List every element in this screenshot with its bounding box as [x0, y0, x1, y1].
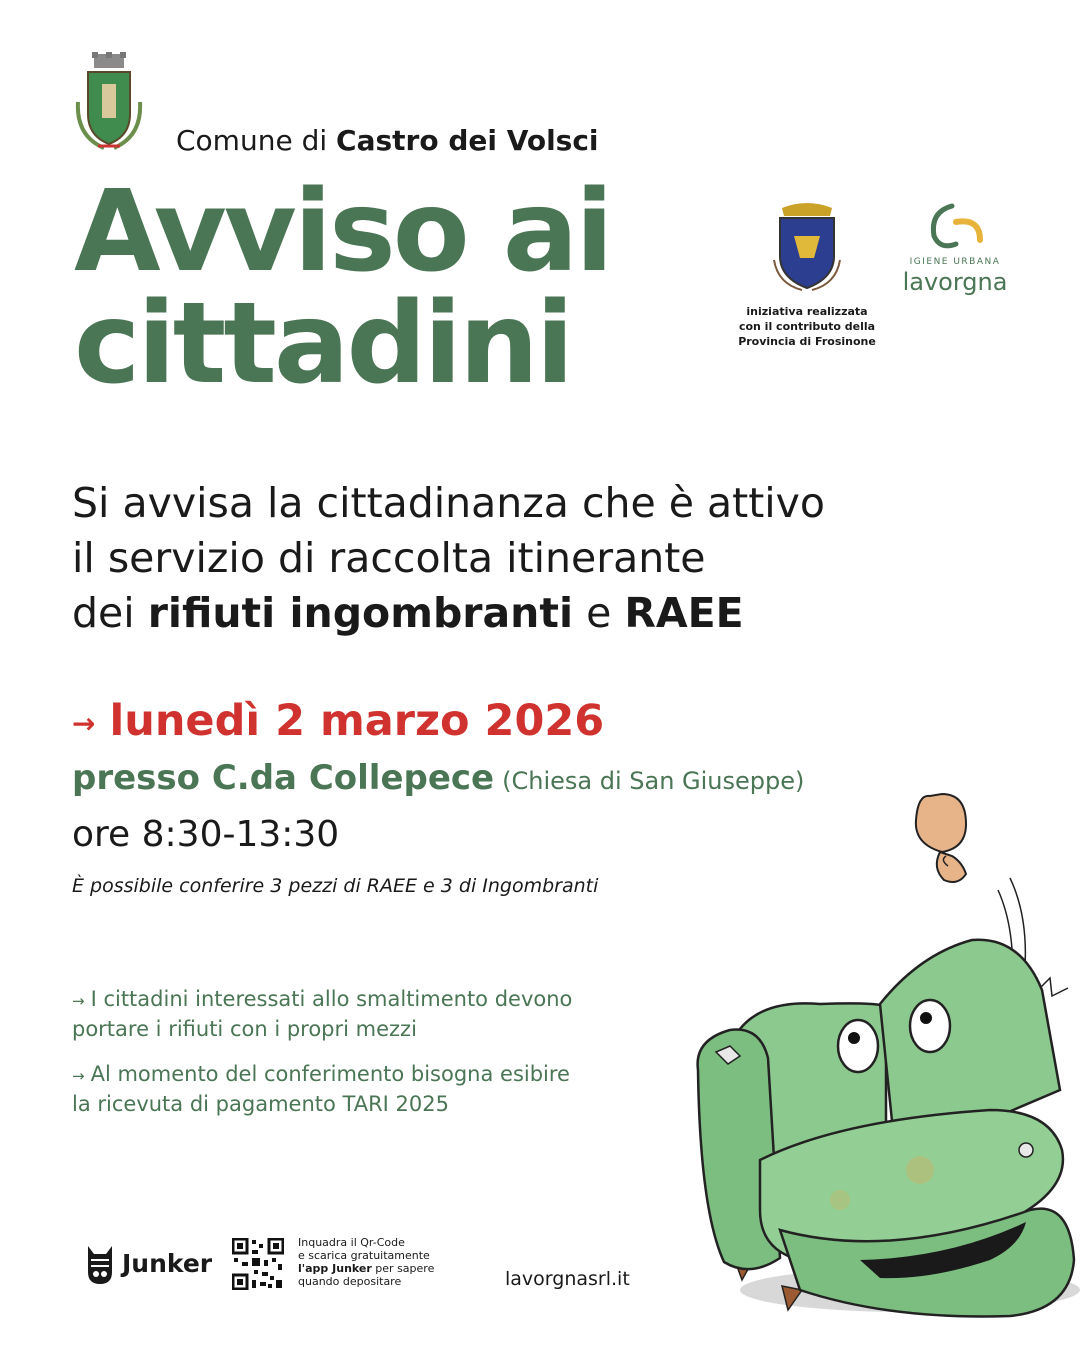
event-date: → lunedì 2 marzo 2026: [72, 696, 605, 746]
info-bullet: → I cittadini interessati allo smaltimento devono portare i rifiuti con i propri mezzi: [72, 987, 573, 1041]
announcement-text: Si avvisa la cittadinanza che è attivo il servizio di raccolta itinerante dei rifiuti ingombranti e RAEE: [72, 479, 826, 637]
province-caption: iniziativa realizzata con il contributo della Provincia di Frosinone: [738, 305, 876, 348]
lavorgna-logo-icon: [900, 200, 1010, 296]
svg-text:IGIENE URBANA: IGIENE URBANA: [909, 257, 1001, 267]
comune-name: Castro dei Volsci: [336, 124, 599, 157]
junker-app-name: Junker: [122, 1249, 213, 1278]
arrow-icon: →: [72, 992, 85, 1010]
comune-label: Comune di Castro dei Volsci: [176, 124, 599, 157]
event-note: È possibile conferire 3 pezzi di RAEE e 3 di Ingombranti: [72, 875, 599, 897]
title-line-2: cittadini: [74, 279, 572, 409]
title-line-1: Avviso ai: [74, 167, 611, 297]
arrow-icon: →: [72, 1067, 85, 1085]
info-bullet: → Al momento del conferimento bisogna esibire la ricevuta di pagamento TARI 2025: [72, 1062, 570, 1116]
arrow-icon: →: [72, 707, 96, 740]
qr-code-icon[interactable]: [232, 1238, 284, 1290]
zebra-icon: [82, 1242, 118, 1286]
qr-instructions: Inquadra il Qr-Code e scarica gratuitamente l'app Junker per sapere quando depositare: [298, 1236, 435, 1288]
page-title: [74, 167, 611, 409]
province-crest-icon: [772, 200, 842, 292]
sofa-illustration: [690, 790, 1080, 1330]
website-link[interactable]: lavorgnasrl.it: [505, 1268, 630, 1290]
event-hours: ore 8:30-13:30: [72, 814, 340, 855]
municipal-crest-icon: [74, 52, 144, 156]
svg-text:lavorgna: lavorgna: [902, 268, 1008, 296]
event-place: presso C.da Collepece (Chiesa di San Giuseppe): [72, 758, 805, 798]
bag-icon: [916, 794, 966, 882]
